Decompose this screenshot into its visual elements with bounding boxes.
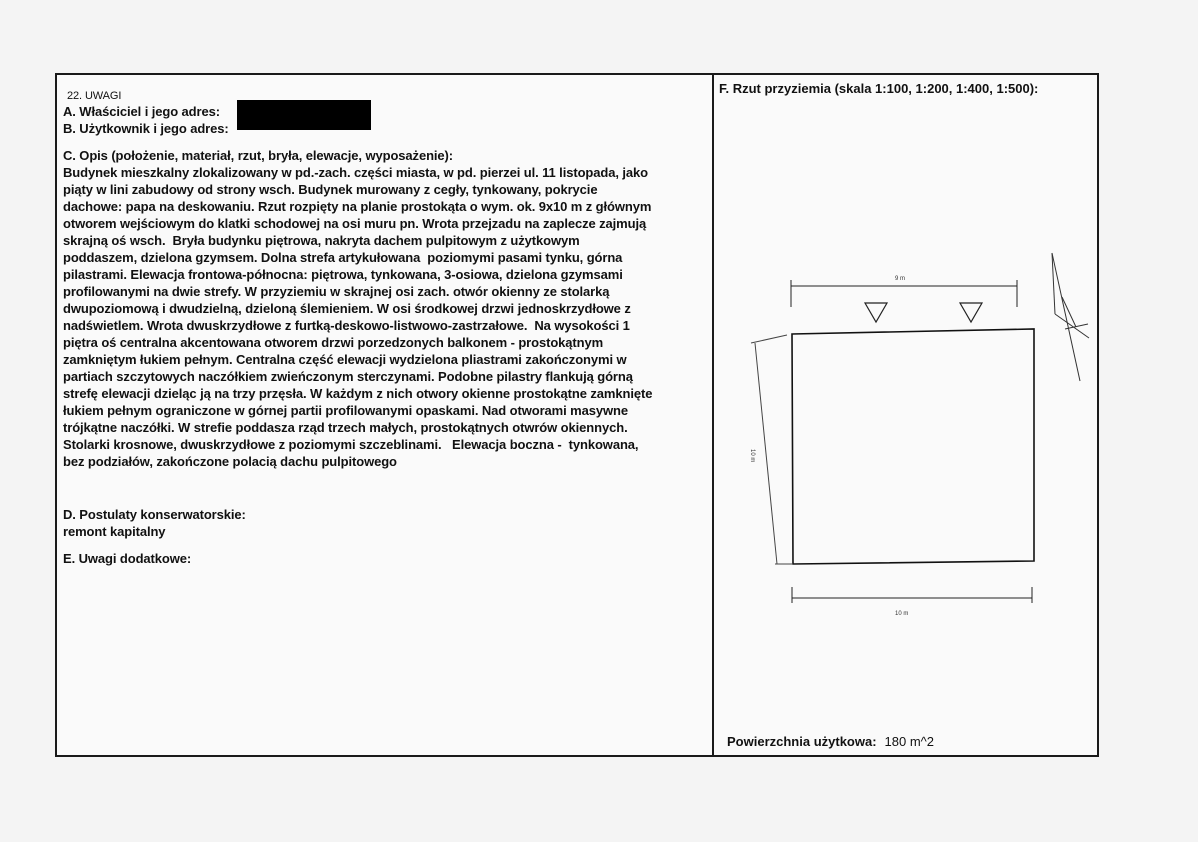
description-line: dachowe: papa na deskowaniu. Rzut rozpięty na planie prostokąta o wym. ok. 9x10 m z głównym (63, 199, 652, 214)
description-line: trójkątne naczółki. W strefie poddasza rząd trzech małych, prostokątnych otwrów okiennych. (63, 420, 628, 435)
description-line: bez podziałów, zakończone polacią dachu pulpitowego (63, 454, 397, 469)
description-line: strefę elewacji dzieląc ją na trzy przęsła. W każdym z nich otwory okienne prostokątne zamknięte (63, 386, 653, 401)
building-outline (792, 329, 1034, 564)
floor-plan-title: F. Rzut przyziemia (skala 1:100, 1:200, 1:400, 1:500): (719, 81, 1039, 96)
description-line: zamkniętym łukiem pełnym. Centralna część elewacji wydzielona pliastrami zakończonymi w (63, 352, 627, 367)
user-label: B. Użytkownik i jego adres: (63, 121, 229, 136)
floor-plan-drawing (719, 81, 1095, 721)
description-line: piętra oś centralna akcentowana otworem drzwi porzedzonych balkonem - prostokątnym (63, 335, 604, 350)
record-sheet (55, 73, 1099, 757)
owner-label: A. Właściciel i jego adres: (63, 104, 220, 119)
redaction-bar (237, 100, 371, 130)
description-text (63, 164, 708, 470)
usable-area (727, 734, 934, 749)
dim-side-label: 10 m (749, 449, 755, 463)
description-line: łukiem pełnym ograniczone w górnej partii profilowanymi opaskami. Nad otworami masywne (63, 403, 628, 418)
description-line: otworem wejściowym do klatki schodowej na osi muru pn. Wrota przejzadu na zaplecze zajmują (63, 216, 647, 231)
description-line: profilowanymi na dwie strefy. W przyziemiu w skrajnej osi zach. otwór okienny ze stolarką (63, 284, 610, 299)
description-line: partiach szczytowych naczółkiem zwieńczonym sterczynami. Podobne pilastry flankują górną (63, 369, 633, 384)
entrance-marker-2 (960, 303, 982, 322)
description-line: piąty w lini zabudowy od strony wsch. Budynek murowany z cegły, tynkowany, pokrycie (63, 182, 598, 197)
north-arrow-icon (1052, 253, 1089, 381)
entrance-marker-1 (865, 303, 887, 322)
description-line: nadświetlem. Wrota dwuskrzydłowe z furtką-deskowo-listwowo-zastrzałowe. Na wysokości 1 (63, 318, 630, 333)
description-line: skrajną oś wsch. Bryła budynku piętrowa, nakryta dachem pulpitowym z użytkowym (63, 233, 580, 248)
remarks-column (63, 89, 708, 567)
description-line: dwupoziomową i dwudzielną, dzieloną ślemieniem. W osi środkowej drzwi jednoskrzydłowe z (63, 301, 631, 316)
description-line: Stolarki krosnowe, dwuskrzydłowe z poziomymi szczeblinami. Elewacja boczna - tynkowana, (63, 437, 639, 452)
description-label: C. Opis (położenie, materiał, rzut, bryła, elewacje, wyposażenie): (63, 148, 454, 163)
floor-plan-column (719, 81, 1095, 751)
postulates-label: D. Postulaty konserwatorskie: (63, 507, 246, 522)
left-dimension-line (755, 343, 777, 564)
dim-bottom-label: 10 m (895, 611, 909, 617)
column-divider (712, 75, 714, 755)
description-line: Budynek mieszkalny zlokalizowany w pd.-zach. części miasta, w pd. pierzei ul. 11 listopada, jako (63, 165, 648, 180)
description-line: poddaszem, dzielona gzymsem. Dolna strefa artykułowana poziomymi pasami tynku, górna (63, 250, 623, 265)
dim-top-label: 9 m (895, 276, 906, 282)
extra-remarks-label: E. Uwagi dodatkowe: (63, 551, 192, 566)
section-number: 22. UWAGI (67, 90, 122, 102)
postulates-value: remont kapitalny (63, 524, 166, 539)
usable-area-value: 180 m^2 (884, 734, 935, 749)
description-line: pilastrami. Elewacja frontowa-północna: piętrowa, tynkowana, 3-osiowa, dzielona gzymsami (63, 267, 623, 282)
usable-area-label: Powierzchnia użytkowa: (727, 734, 877, 749)
